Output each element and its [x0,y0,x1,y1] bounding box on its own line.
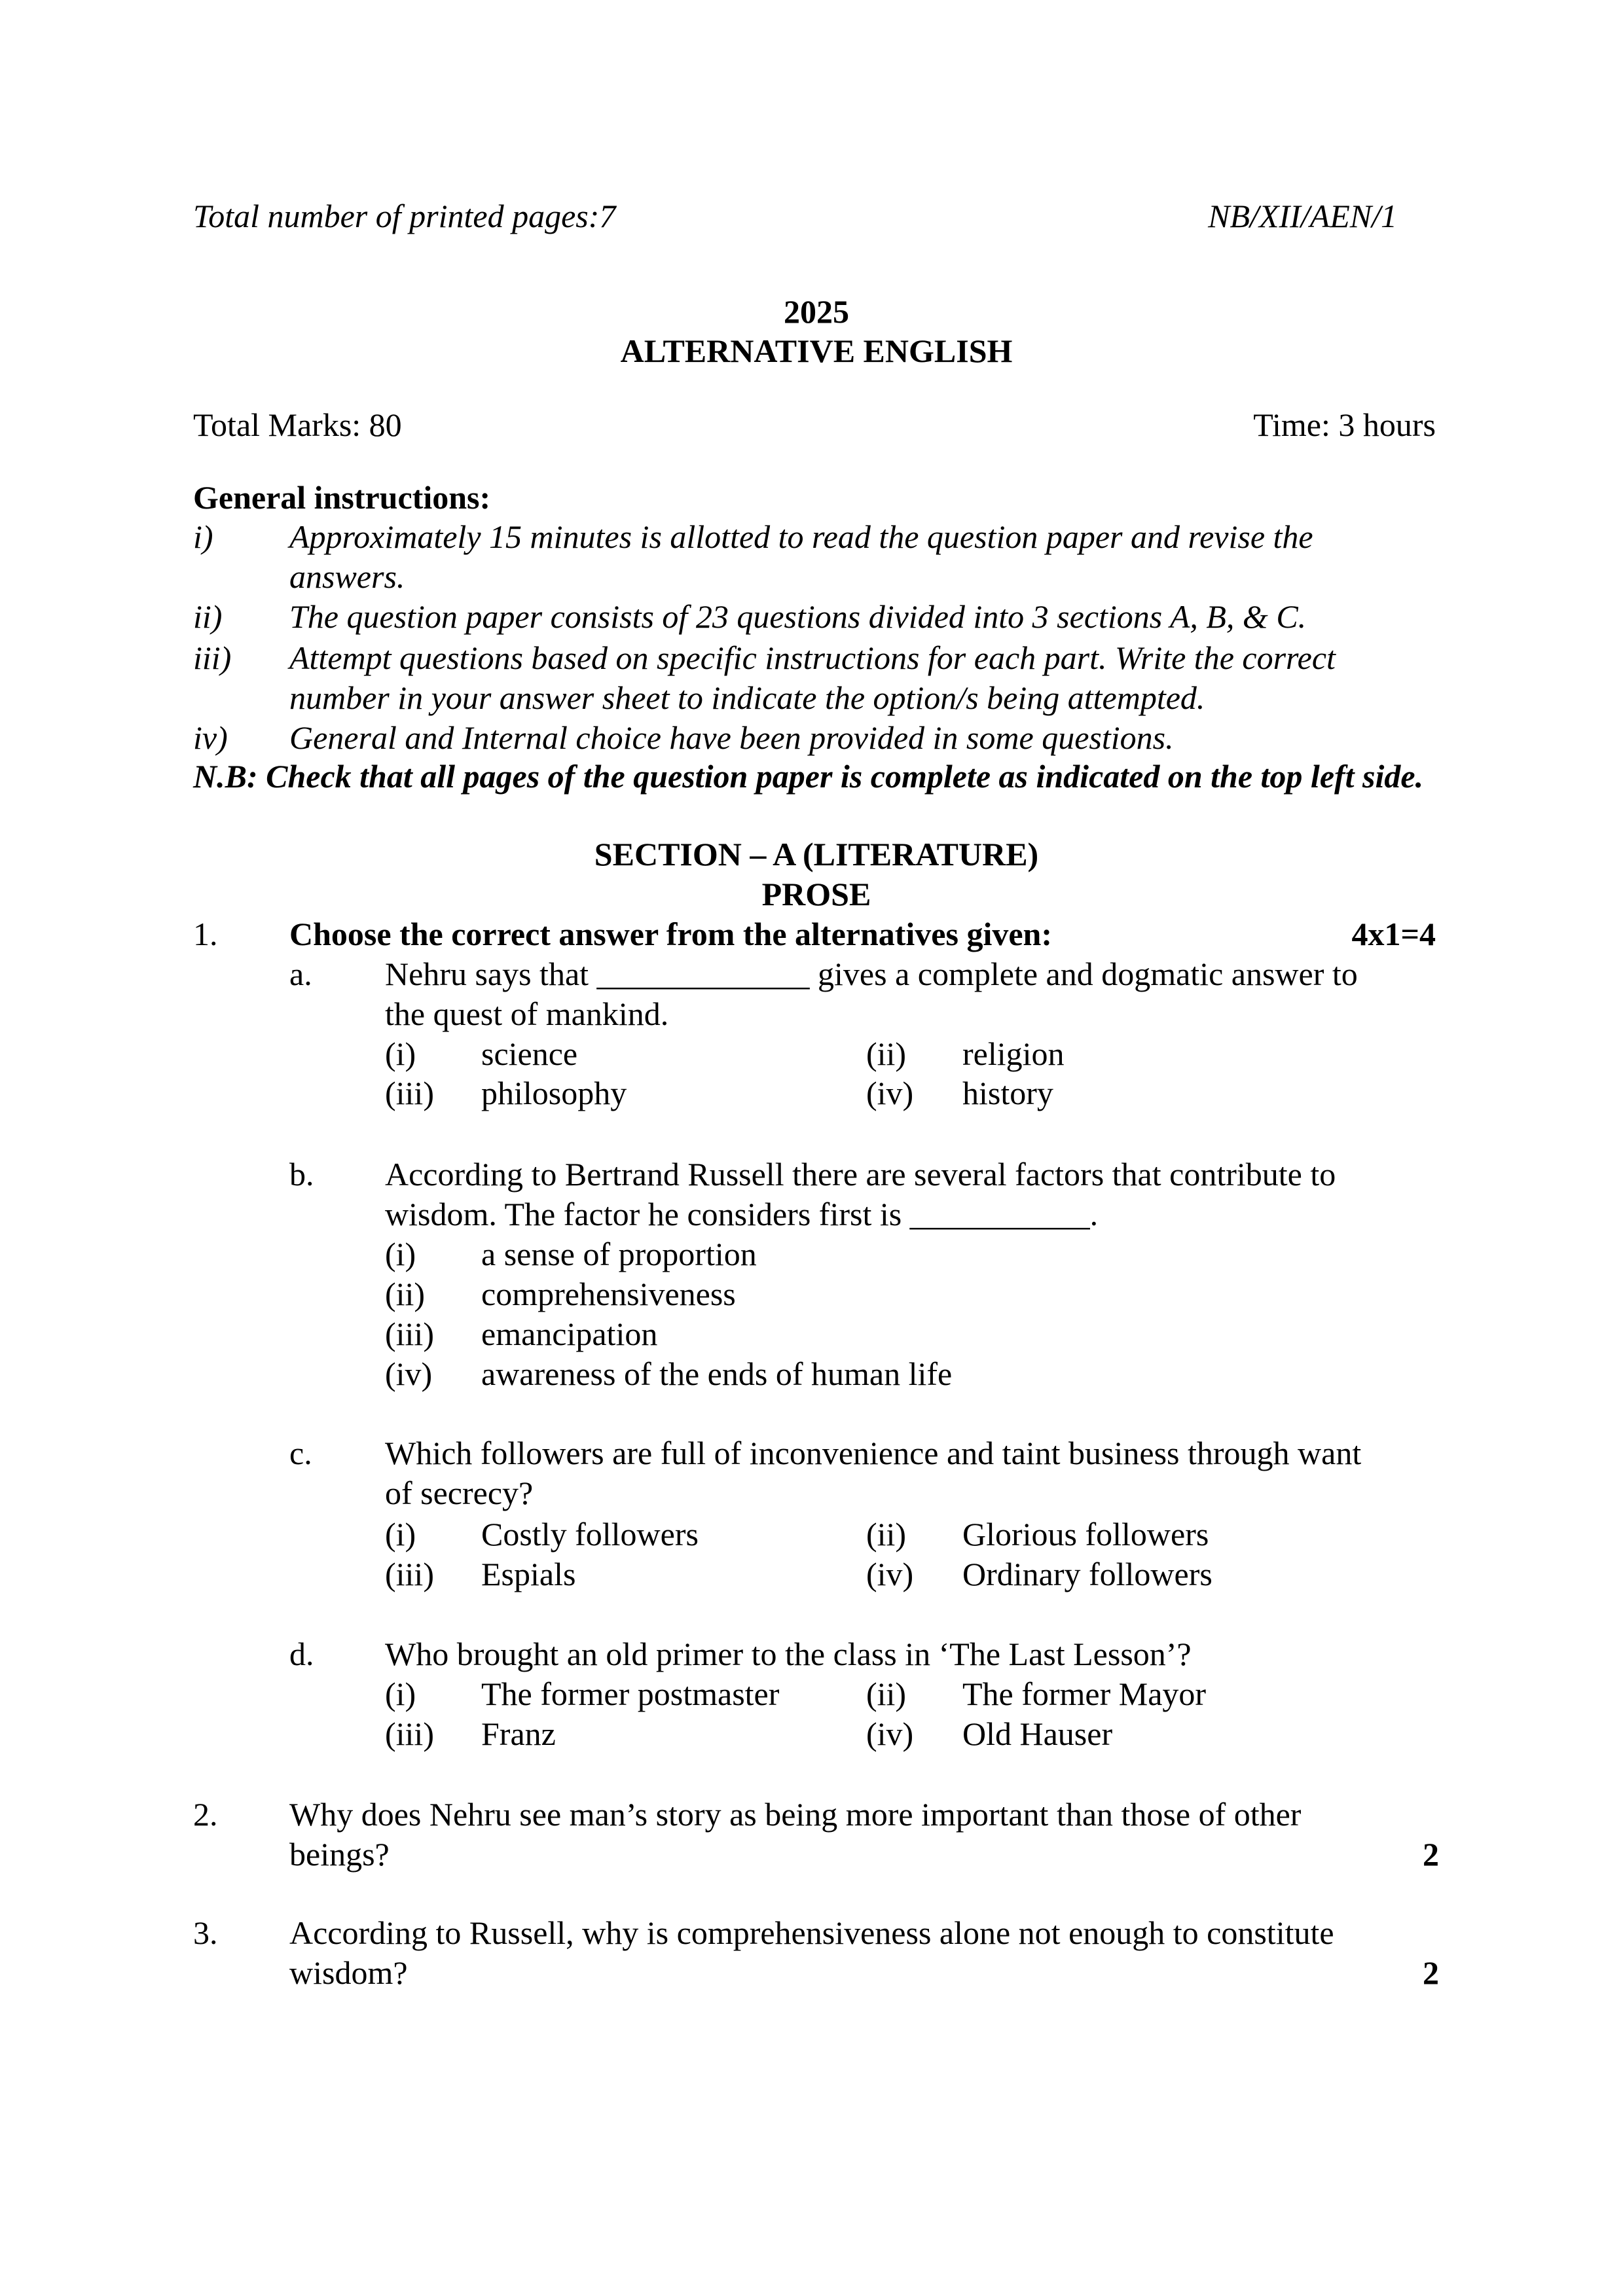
option-num: (iv) [866,1556,914,1592]
option-text: Franz [481,1715,556,1752]
sub-question-letter: c. [289,1435,312,1471]
page-count: Total number of printed pages:7 [193,198,616,234]
instruction-text: General and Internal choice have been provided in some questions. [289,719,1174,756]
option-text: history [962,1075,1053,1111]
paper-code: NB/XII/AEN/1 [1208,198,1397,234]
subject-title: ALTERNATIVE ENGLISH [620,332,1013,369]
option-text: religion [962,1035,1065,1072]
question-marks: 4x1=4 [1351,916,1436,952]
instruction-text: answers. [289,558,405,595]
option-text: Old Hauser [962,1715,1113,1752]
exam-year: 2025 [784,293,849,330]
option-num: (ii) [866,1516,907,1552]
question-text: Choose the correct answer from the alternatives given: [289,916,1052,952]
question-text: wisdom? [289,1954,408,1991]
sub-question-text: According to Bertrand Russell there are several factors that contribute to [385,1156,1336,1193]
instruction-num: ii) [193,598,223,635]
option-num: (iii) [385,1715,434,1752]
question-text: According to Russell, why is comprehensiveness alone not enough to constitute [289,1914,1334,1951]
sub-question-letter: d. [289,1636,314,1672]
option-num: (ii) [866,1035,907,1072]
nb-note: N.B: Check that all pages of the question paper is complete as indicated on the top left side. [193,758,1424,795]
sub-question-text: Who brought an old primer to the class in ‘The Last Lesson’? [385,1636,1192,1672]
option-text: The former Mayor [962,1676,1207,1712]
question-text: Why does Nehru see man’s story as being more important than those of other [289,1796,1302,1833]
option-num: (iii) [385,1556,434,1592]
instruction-text: number in your answer sheet to indicate the option/s being attempted. [289,679,1205,716]
option-text: Glorious followers [962,1516,1209,1552]
sub-question-text: the quest of mankind. [385,996,669,1032]
sub-question-letter: a. [289,956,312,992]
sub-question-text: Which followers are full of inconvenience and taint business through want [385,1435,1362,1471]
instruction-num: i) [193,518,213,555]
sub-question-text: wisdom. The factor he considers first is ___________. [385,1196,1099,1232]
instruction-text: Attempt questions based on specific instructions for each part. Write the correct [289,639,1336,676]
instruction-text: Approximately 15 minutes is allotted to read the question paper and revise the [289,518,1313,555]
option-num: (iv) [385,1355,433,1392]
sub-question-text: Nehru says that _____________ gives a complete and dogmatic answer to [385,956,1358,992]
question-text: beings? [289,1836,390,1873]
instruction-num: iv) [193,719,228,756]
option-num: (i) [385,1035,416,1072]
sub-question-letter: b. [289,1156,314,1193]
option-num: (iii) [385,1075,434,1111]
option-num: (iv) [866,1715,914,1752]
instruction-num: iii) [193,639,232,676]
question-marks: 2 [1423,1836,1439,1873]
time-allowed: Time: 3 hours [1253,406,1436,443]
option-text: emancipation [481,1316,658,1352]
option-text: a sense of proportion [481,1236,757,1272]
option-num: (i) [385,1676,416,1712]
option-text: The former postmaster [481,1676,780,1712]
section-subtitle: PROSE [761,876,871,912]
question-number: 3. [193,1914,218,1951]
instructions-heading: General instructions: [193,479,491,516]
option-text: philosophy [481,1075,627,1111]
option-num: (i) [385,1516,416,1552]
question-marks: 2 [1423,1954,1439,1991]
option-text: Ordinary followers [962,1556,1213,1592]
sub-question-text: of secrecy? [385,1475,534,1511]
option-text: science [481,1035,578,1072]
question-number: 2. [193,1796,218,1833]
option-num: (ii) [385,1276,426,1312]
option-num: (ii) [866,1676,907,1712]
instruction-text: The question paper consists of 23 questions divided into 3 sections A, B, & C. [289,598,1307,635]
option-num: (iv) [866,1075,914,1111]
total-marks: Total Marks: 80 [193,406,402,443]
option-text: Costly followers [481,1516,699,1552]
option-text: Espials [481,1556,576,1592]
question-number: 1. [193,916,218,952]
option-num: (iii) [385,1316,434,1352]
option-text: awareness of the ends of human life [481,1355,953,1392]
option-text: comprehensiveness [481,1276,736,1312]
section-title: SECTION – A (LITERATURE) [594,836,1039,872]
option-num: (i) [385,1236,416,1272]
